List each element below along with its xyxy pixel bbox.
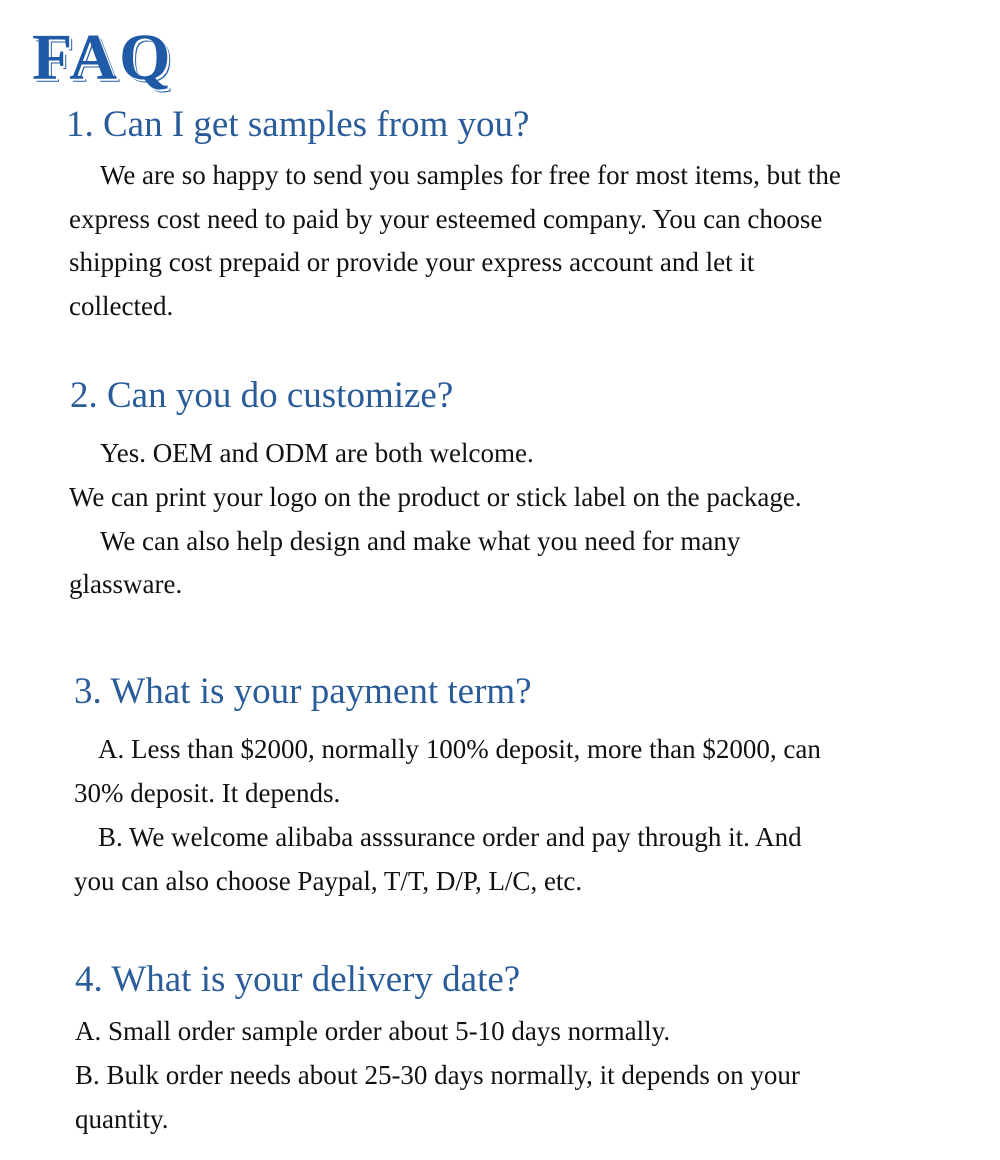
faq-answer-3-line-3: B. We welcome alibaba asssurance order and pay through it. And [98,822,802,852]
faq-question-2: 2. Can you do customize? [70,375,454,416]
faq-title: FAQ [32,21,173,94]
faq-answer-4-line-1: A. Small order sample order about 5-10 days normally. [75,1016,671,1046]
faq-answer-3-line-2: 30% deposit. It depends. [74,778,341,808]
faq-answer-2-line-3: We can also help design and make what you need for many [100,526,741,556]
faq-answer-2-line-4: glassware. [69,569,183,599]
faq-answer-4-line-3: quantity. [75,1104,169,1134]
faq-answer-3-line-1: A. Less than $2000, normally 100% deposit, more than $2000, can [98,734,821,764]
faq-question-4: 4. What is your delivery date? [75,959,521,1000]
faq-question-3: 3. What is your payment term? [74,671,532,712]
faq-answer-1-line-3: shipping cost prepaid or provide your express account and let it [69,247,755,277]
faq-answer-4-line-2: B. Bulk order needs about 25-30 days normally, it depends on your [75,1060,800,1090]
faq-answer-1-line-4: collected. [69,291,174,321]
faq-answer-2-line-2: We can print your logo on the product or stick label on the package. [69,482,802,512]
faq-question-1: 1. Can I get samples from you? [66,104,530,145]
faq-answer-3-line-4: you can also choose Paypal, T/T, D/P, L/C, etc. [74,866,583,896]
faq-answer-1-line-2: express cost need to paid by your esteemed company. You can choose [69,204,823,234]
faq-answer-2-line-1: Yes. OEM and ODM are both welcome. [100,438,534,468]
faq-answer-1-line-1: We are so happy to send you samples for free for most items, but the [100,160,841,190]
